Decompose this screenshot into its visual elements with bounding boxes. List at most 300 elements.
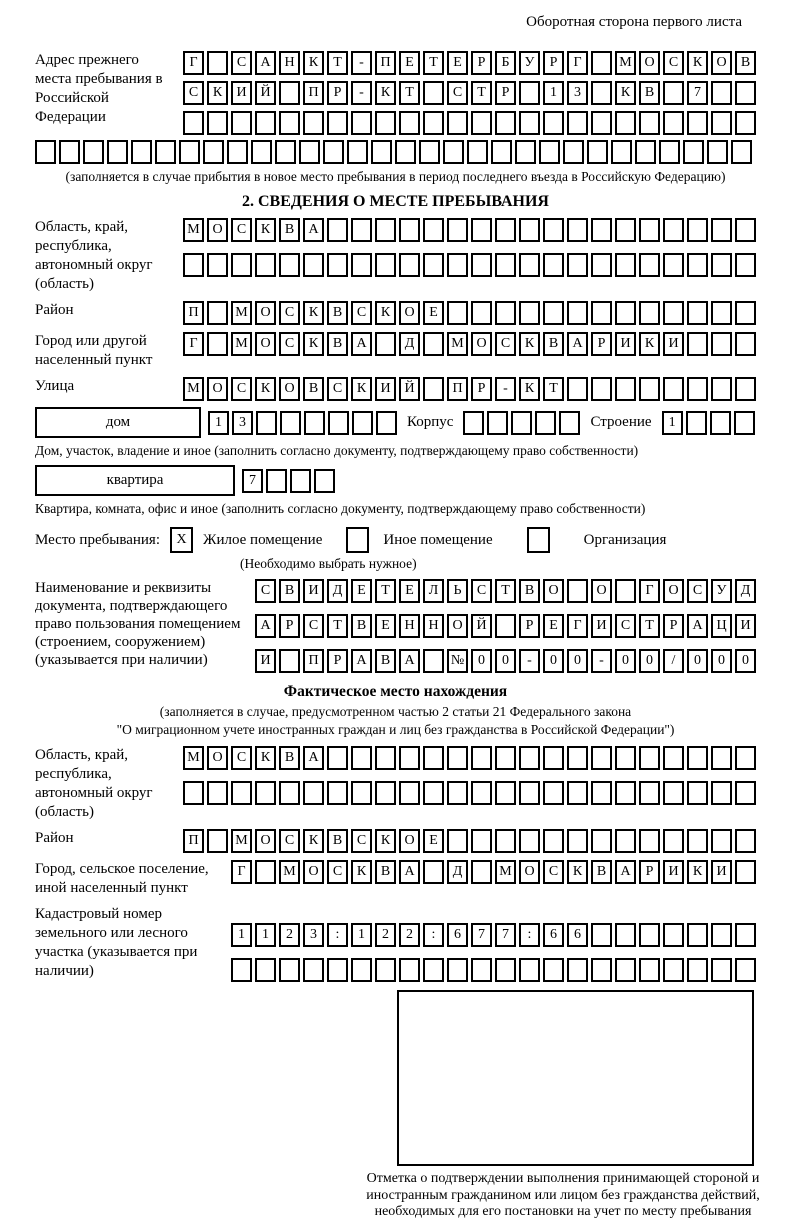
char-box[interactable] (663, 111, 684, 135)
char-box[interactable] (639, 253, 660, 277)
char-box[interactable]: В (327, 332, 348, 356)
char-box[interactable]: Е (543, 614, 564, 638)
char-box[interactable]: О (207, 377, 228, 401)
char-box[interactable] (683, 140, 704, 164)
char-box[interactable] (155, 140, 176, 164)
char-box[interactable]: П (375, 51, 396, 75)
char-box[interactable] (495, 301, 516, 325)
char-box[interactable]: В (279, 746, 300, 770)
char-box[interactable] (495, 614, 516, 638)
char-box[interactable] (304, 411, 325, 435)
char-box[interactable] (711, 111, 732, 135)
char-box[interactable] (351, 253, 372, 277)
char-box[interactable] (323, 140, 344, 164)
char-box[interactable]: С (279, 829, 300, 853)
char-box[interactable]: 1 (662, 411, 683, 435)
char-box[interactable]: Д (447, 860, 468, 884)
char-box[interactable] (711, 958, 732, 982)
char-box[interactable]: Ь (447, 579, 468, 603)
char-box[interactable]: 0 (495, 649, 516, 673)
char-box[interactable] (543, 111, 564, 135)
char-box[interactable] (279, 253, 300, 277)
char-box[interactable] (663, 923, 684, 947)
char-box[interactable]: Т (471, 81, 492, 105)
char-box[interactable]: 1 (208, 411, 229, 435)
char-box[interactable] (591, 301, 612, 325)
char-box[interactable]: С (255, 579, 276, 603)
char-box[interactable] (303, 111, 324, 135)
char-box[interactable] (707, 140, 728, 164)
char-box[interactable] (567, 829, 588, 853)
char-box[interactable] (711, 923, 732, 947)
char-box[interactable]: 2 (399, 923, 420, 947)
char-box[interactable]: К (351, 377, 372, 401)
char-box[interactable]: 7 (471, 923, 492, 947)
char-box[interactable] (303, 958, 324, 982)
char-box[interactable]: 0 (639, 649, 660, 673)
char-box[interactable]: В (591, 860, 612, 884)
char-box[interactable] (663, 253, 684, 277)
char-box[interactable]: 0 (711, 649, 732, 673)
char-box[interactable] (639, 746, 660, 770)
char-box[interactable] (519, 829, 540, 853)
char-box[interactable] (467, 140, 488, 164)
char-box[interactable]: Н (423, 614, 444, 638)
char-box[interactable]: К (687, 860, 708, 884)
char-box[interactable] (447, 253, 468, 277)
char-box[interactable]: И (231, 81, 252, 105)
char-box[interactable]: О (591, 579, 612, 603)
char-box[interactable]: 0 (615, 649, 636, 673)
char-box[interactable]: Д (399, 332, 420, 356)
char-box[interactable]: Т (495, 579, 516, 603)
char-box[interactable] (519, 253, 540, 277)
char-box[interactable]: 3 (567, 81, 588, 105)
char-box[interactable] (351, 958, 372, 982)
char-box[interactable] (375, 781, 396, 805)
char-box[interactable] (687, 218, 708, 242)
char-box[interactable] (615, 218, 636, 242)
char-box[interactable] (399, 253, 420, 277)
char-box[interactable] (375, 958, 396, 982)
char-box[interactable] (399, 781, 420, 805)
char-box[interactable]: - (351, 81, 372, 105)
char-box[interactable] (587, 140, 608, 164)
char-box[interactable]: 2 (279, 923, 300, 947)
char-box[interactable] (711, 332, 732, 356)
char-box[interactable]: Р (471, 377, 492, 401)
char-box[interactable] (447, 781, 468, 805)
char-box[interactable]: 2 (375, 923, 396, 947)
char-box[interactable] (231, 111, 252, 135)
char-box[interactable] (591, 253, 612, 277)
char-box[interactable] (299, 140, 320, 164)
char-box[interactable] (207, 253, 228, 277)
char-box[interactable] (735, 111, 756, 135)
char-box[interactable] (423, 958, 444, 982)
char-box[interactable]: В (351, 614, 372, 638)
char-box[interactable]: Г (567, 51, 588, 75)
char-box[interactable] (639, 218, 660, 242)
char-box[interactable] (735, 958, 756, 982)
char-box[interactable]: К (303, 829, 324, 853)
char-box[interactable] (447, 301, 468, 325)
char-box[interactable]: О (639, 51, 660, 75)
char-box[interactable] (639, 958, 660, 982)
char-box[interactable] (203, 140, 224, 164)
char-box[interactable] (471, 111, 492, 135)
char-box[interactable] (327, 111, 348, 135)
char-box[interactable]: А (615, 860, 636, 884)
char-box[interactable]: 1 (351, 923, 372, 947)
char-box[interactable]: У (711, 579, 732, 603)
char-box[interactable] (423, 332, 444, 356)
char-box[interactable]: Е (423, 301, 444, 325)
char-box[interactable]: Т (375, 579, 396, 603)
char-box[interactable]: В (735, 51, 756, 75)
char-box[interactable] (687, 301, 708, 325)
char-box[interactable] (266, 469, 287, 493)
char-box[interactable] (615, 579, 636, 603)
char-box[interactable]: В (519, 579, 540, 603)
char-box[interactable] (471, 829, 492, 853)
char-box[interactable] (423, 746, 444, 770)
char-box[interactable]: В (375, 649, 396, 673)
char-box[interactable]: Р (327, 649, 348, 673)
char-box[interactable]: И (303, 579, 324, 603)
char-box[interactable] (687, 781, 708, 805)
char-box[interactable] (207, 51, 228, 75)
char-box[interactable] (303, 253, 324, 277)
char-box[interactable] (711, 218, 732, 242)
char-box[interactable]: И (663, 332, 684, 356)
char-box[interactable] (495, 781, 516, 805)
char-box[interactable] (710, 411, 731, 435)
char-box[interactable]: В (279, 579, 300, 603)
char-box[interactable]: О (303, 860, 324, 884)
char-box[interactable]: В (375, 860, 396, 884)
char-box[interactable]: Т (423, 51, 444, 75)
char-box[interactable] (107, 140, 128, 164)
char-box[interactable] (615, 111, 636, 135)
char-box[interactable] (207, 781, 228, 805)
char-box[interactable] (375, 253, 396, 277)
char-box[interactable] (687, 923, 708, 947)
char-box[interactable]: Ц (711, 614, 732, 638)
char-box[interactable] (615, 829, 636, 853)
char-box[interactable]: О (399, 829, 420, 853)
char-box[interactable]: С (687, 579, 708, 603)
char-box[interactable] (447, 829, 468, 853)
char-box[interactable]: С (183, 81, 204, 105)
char-box[interactable]: 6 (543, 923, 564, 947)
char-box[interactable] (735, 81, 756, 105)
char-box[interactable] (352, 411, 373, 435)
char-box[interactable] (327, 746, 348, 770)
char-box[interactable] (447, 746, 468, 770)
char-box[interactable]: Г (639, 579, 660, 603)
char-box[interactable] (686, 411, 707, 435)
char-box[interactable] (543, 301, 564, 325)
char-box[interactable] (687, 958, 708, 982)
char-box[interactable]: М (447, 332, 468, 356)
char-box[interactable]: О (207, 218, 228, 242)
char-box[interactable] (543, 218, 564, 242)
char-box[interactable]: Е (399, 51, 420, 75)
char-box[interactable] (519, 958, 540, 982)
char-box[interactable] (615, 781, 636, 805)
char-box[interactable]: Р (543, 51, 564, 75)
char-box[interactable]: 3 (303, 923, 324, 947)
char-box[interactable] (711, 253, 732, 277)
char-box[interactable]: К (351, 860, 372, 884)
char-box[interactable] (471, 301, 492, 325)
char-box[interactable] (59, 140, 80, 164)
char-box[interactable] (419, 140, 440, 164)
char-box[interactable]: Е (423, 829, 444, 853)
char-box[interactable]: Г (183, 332, 204, 356)
char-box[interactable]: О (255, 829, 276, 853)
char-box[interactable] (639, 377, 660, 401)
char-box[interactable]: К (519, 377, 540, 401)
char-box[interactable] (735, 781, 756, 805)
char-box[interactable] (375, 111, 396, 135)
char-box[interactable] (567, 253, 588, 277)
char-box[interactable]: : (519, 923, 540, 947)
char-box[interactable]: : (423, 923, 444, 947)
char-box[interactable] (375, 218, 396, 242)
char-box[interactable] (735, 746, 756, 770)
char-box[interactable] (207, 111, 228, 135)
char-box[interactable]: К (375, 301, 396, 325)
char-box[interactable]: Т (327, 614, 348, 638)
char-box[interactable] (663, 781, 684, 805)
char-box[interactable] (83, 140, 104, 164)
char-box[interactable]: А (351, 649, 372, 673)
char-box[interactable] (471, 860, 492, 884)
char-box[interactable] (327, 218, 348, 242)
char-box[interactable] (663, 218, 684, 242)
char-box[interactable]: С (495, 332, 516, 356)
char-box[interactable] (519, 81, 540, 105)
char-box[interactable] (615, 377, 636, 401)
char-box[interactable] (711, 781, 732, 805)
char-box[interactable]: К (687, 51, 708, 75)
char-box[interactable] (279, 781, 300, 805)
char-box[interactable]: 1 (543, 81, 564, 105)
char-box[interactable]: С (615, 614, 636, 638)
char-box[interactable]: Р (327, 81, 348, 105)
char-box[interactable] (423, 649, 444, 673)
char-box[interactable] (314, 469, 335, 493)
char-box[interactable] (635, 140, 656, 164)
char-box[interactable]: И (255, 649, 276, 673)
char-box[interactable] (543, 829, 564, 853)
char-box[interactable] (687, 253, 708, 277)
char-box[interactable]: 0 (567, 649, 588, 673)
char-box[interactable] (663, 958, 684, 982)
char-box[interactable]: К (375, 829, 396, 853)
char-box[interactable] (256, 411, 277, 435)
char-box[interactable]: Б (495, 51, 516, 75)
char-box[interactable]: Н (399, 614, 420, 638)
char-box[interactable]: А (567, 332, 588, 356)
char-box[interactable]: 1 (231, 923, 252, 947)
char-box[interactable] (511, 411, 532, 435)
char-box[interactable]: С (231, 51, 252, 75)
char-box[interactable] (423, 111, 444, 135)
char-box[interactable]: - (495, 377, 516, 401)
char-box[interactable] (471, 253, 492, 277)
char-box[interactable] (207, 829, 228, 853)
char-box[interactable] (639, 301, 660, 325)
char-box[interactable]: О (399, 301, 420, 325)
char-box[interactable]: / (663, 649, 684, 673)
char-box[interactable]: И (663, 860, 684, 884)
char-box[interactable]: С (279, 301, 300, 325)
char-box[interactable]: 6 (447, 923, 468, 947)
char-box[interactable]: Т (543, 377, 564, 401)
char-box[interactable] (399, 218, 420, 242)
char-box[interactable]: С (663, 51, 684, 75)
char-box[interactable]: 1 (255, 923, 276, 947)
char-box[interactable]: С (231, 377, 252, 401)
char-box[interactable] (327, 958, 348, 982)
char-box[interactable] (615, 746, 636, 770)
char-box[interactable] (423, 81, 444, 105)
char-box[interactable]: С (327, 860, 348, 884)
char-box[interactable]: № (447, 649, 468, 673)
char-box[interactable]: К (303, 51, 324, 75)
char-box[interactable]: М (183, 218, 204, 242)
char-box[interactable] (471, 781, 492, 805)
char-box[interactable]: У (519, 51, 540, 75)
char-box[interactable]: П (183, 301, 204, 325)
char-box[interactable] (371, 140, 392, 164)
char-box[interactable]: О (471, 332, 492, 356)
char-box[interactable]: - (351, 51, 372, 75)
char-box[interactable] (423, 860, 444, 884)
char-box[interactable] (663, 301, 684, 325)
char-box[interactable] (376, 411, 397, 435)
char-box[interactable] (399, 746, 420, 770)
other-premises-checkbox[interactable] (346, 527, 369, 553)
char-box[interactable]: О (255, 301, 276, 325)
char-box[interactable]: М (183, 377, 204, 401)
char-box[interactable]: Р (471, 51, 492, 75)
char-box[interactable] (687, 377, 708, 401)
char-box[interactable]: К (639, 332, 660, 356)
char-box[interactable] (615, 923, 636, 947)
char-box[interactable]: Р (495, 81, 516, 105)
char-box[interactable] (663, 829, 684, 853)
char-box[interactable] (591, 377, 612, 401)
char-box[interactable]: К (615, 81, 636, 105)
char-box[interactable]: И (375, 377, 396, 401)
char-box[interactable] (351, 781, 372, 805)
char-box[interactable] (399, 958, 420, 982)
char-box[interactable]: Г (183, 51, 204, 75)
char-box[interactable]: С (351, 301, 372, 325)
char-box[interactable] (639, 781, 660, 805)
char-box[interactable] (351, 746, 372, 770)
char-box[interactable]: Е (351, 579, 372, 603)
char-box[interactable]: 6 (567, 923, 588, 947)
char-box[interactable] (591, 111, 612, 135)
char-box[interactable] (495, 958, 516, 982)
char-box[interactable] (328, 411, 349, 435)
char-box[interactable]: Е (375, 614, 396, 638)
char-box[interactable] (663, 746, 684, 770)
char-box[interactable]: А (399, 649, 420, 673)
char-box[interactable] (447, 218, 468, 242)
char-box[interactable]: Т (399, 81, 420, 105)
char-box[interactable] (663, 377, 684, 401)
char-box[interactable]: 7 (242, 469, 263, 493)
char-box[interactable]: М (183, 746, 204, 770)
char-box[interactable] (711, 746, 732, 770)
char-box[interactable] (351, 218, 372, 242)
char-box[interactable] (275, 140, 296, 164)
char-box[interactable]: - (591, 649, 612, 673)
char-box[interactable]: В (639, 81, 660, 105)
char-box[interactable] (487, 411, 508, 435)
char-box[interactable]: В (303, 377, 324, 401)
char-box[interactable] (251, 140, 272, 164)
char-box[interactable] (687, 111, 708, 135)
char-box[interactable]: К (303, 301, 324, 325)
char-box[interactable] (735, 332, 756, 356)
char-box[interactable] (463, 411, 484, 435)
char-box[interactable] (375, 746, 396, 770)
char-box[interactable]: А (687, 614, 708, 638)
char-box[interactable]: М (231, 829, 252, 853)
char-box[interactable]: С (231, 218, 252, 242)
char-box[interactable] (519, 746, 540, 770)
char-box[interactable]: 3 (232, 411, 253, 435)
char-box[interactable]: Й (399, 377, 420, 401)
char-box[interactable] (567, 301, 588, 325)
char-box[interactable]: К (255, 218, 276, 242)
char-box[interactable] (255, 860, 276, 884)
char-box[interactable]: М (615, 51, 636, 75)
char-box[interactable] (231, 781, 252, 805)
char-box[interactable] (663, 81, 684, 105)
char-box[interactable] (351, 111, 372, 135)
char-box[interactable] (711, 301, 732, 325)
char-box[interactable] (711, 377, 732, 401)
char-box[interactable] (543, 781, 564, 805)
apartment-field-box[interactable]: квартира (35, 465, 235, 496)
char-box[interactable]: М (231, 301, 252, 325)
residential-checkbox[interactable]: X (170, 527, 193, 553)
char-box[interactable] (395, 140, 416, 164)
char-box[interactable] (290, 469, 311, 493)
char-box[interactable]: : (327, 923, 348, 947)
char-box[interactable]: Л (423, 579, 444, 603)
char-box[interactable] (471, 746, 492, 770)
char-box[interactable]: О (279, 377, 300, 401)
char-box[interactable] (735, 923, 756, 947)
char-box[interactable]: С (303, 614, 324, 638)
char-box[interactable] (539, 140, 560, 164)
char-box[interactable]: И (735, 614, 756, 638)
char-box[interactable]: И (591, 614, 612, 638)
char-box[interactable] (591, 81, 612, 105)
char-box[interactable]: С (327, 377, 348, 401)
char-box[interactable]: 7 (687, 81, 708, 105)
char-box[interactable] (591, 923, 612, 947)
